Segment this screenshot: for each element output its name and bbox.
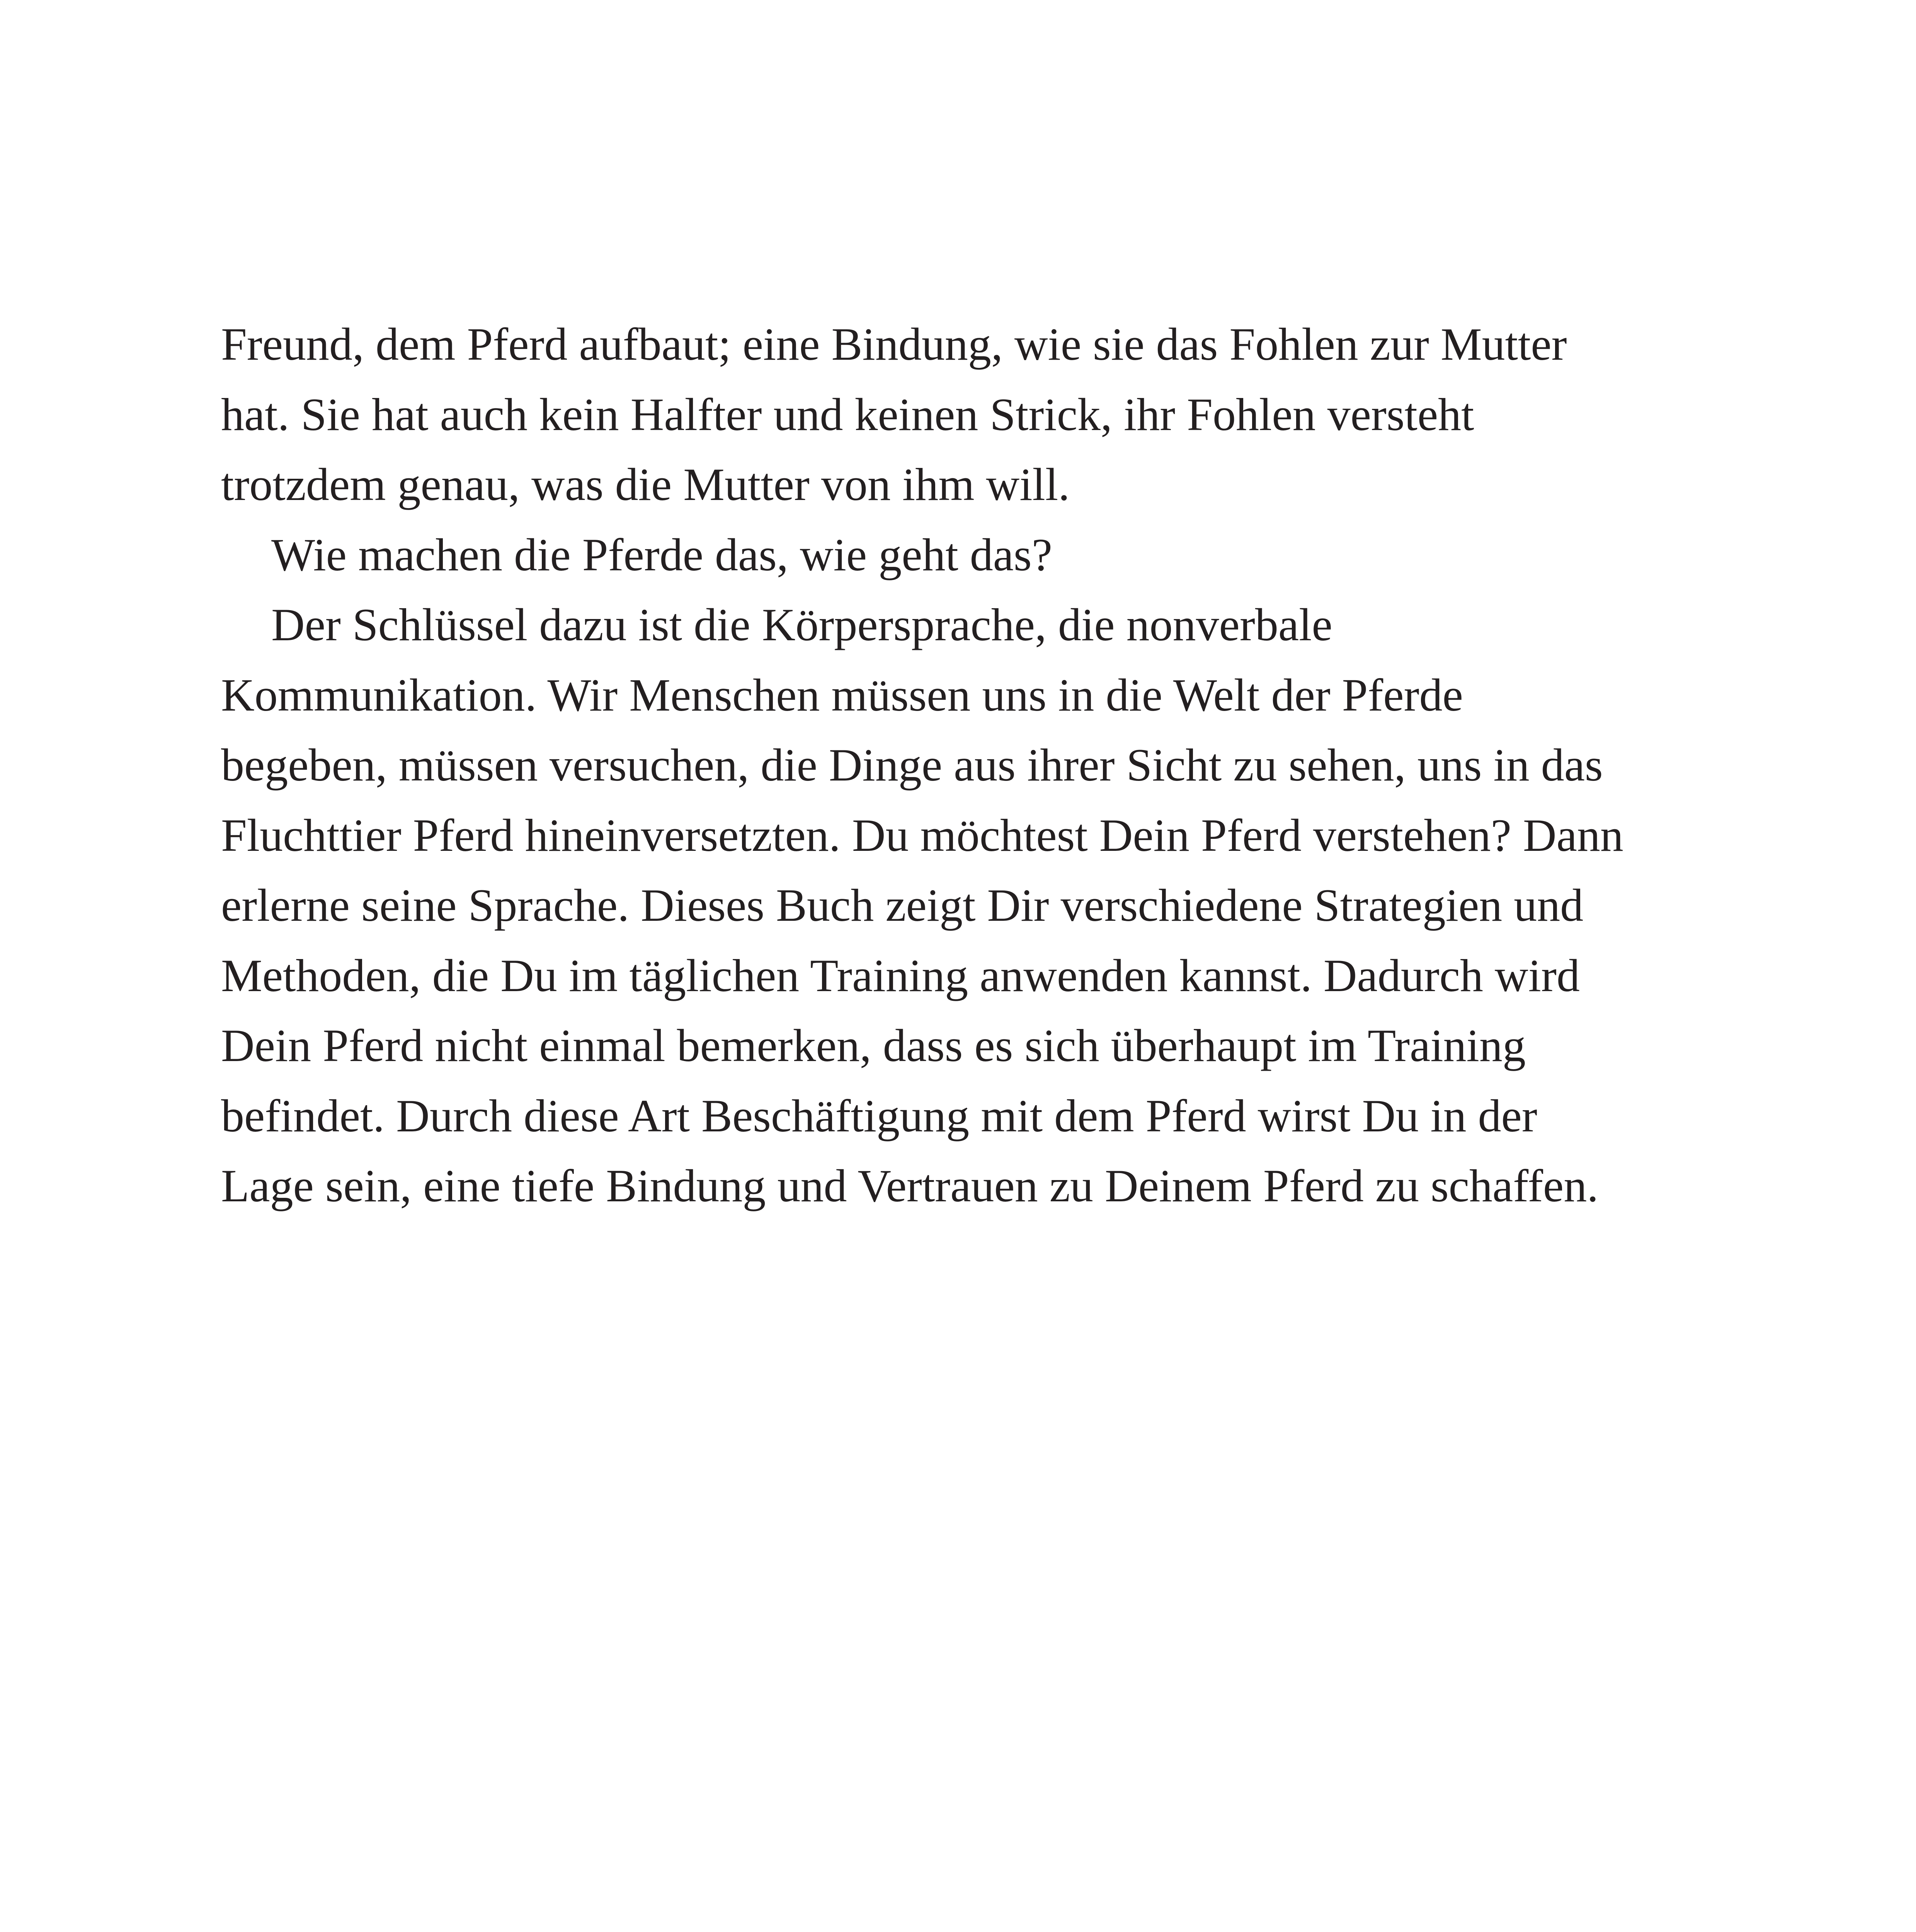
text-line: erlerne seine Sprache. Dieses Buch zeigt Dir verschiedene Strategien und [221, 879, 1584, 931]
text-line: Kommunikation. Wir Menschen müssen uns in die Welt der Pferde [221, 669, 1463, 721]
text-line: begeben, müssen versuchen, die Dinge aus ihrer Sicht zu sehen, uns in das [221, 739, 1603, 791]
text-line: befindet. Durch diese Art Beschäftigung mit dem Pferd wirst Du in der [221, 1090, 1537, 1141]
text-line: Fluchttier Pferd hineinversetzten. Du möchtest Dein Pferd verstehen? Dann [221, 809, 1623, 861]
paragraph-start-line: Der Schlüssel dazu ist die Körpersprache, die nonverbale [271, 599, 1332, 650]
text-line: Dein Pferd nicht einmal bemerken, dass es sich überhaupt im Training [221, 1020, 1526, 1071]
text-line: trotzdem genau, was die Mutter von ihm will. [221, 459, 1070, 510]
text-line: Methoden, die Du im täglichen Training anwenden kannst. Dadurch wird [221, 949, 1580, 1001]
paragraph-start-line: Wie machen die Pferde das, wie geht das? [271, 529, 1053, 580]
text-line: Freund, dem Pferd aufbaut; eine Bindung, wie sie das Fohlen zur Mutter [221, 318, 1567, 370]
body-text [221, 309, 1728, 1221]
text-line: Lage sein, eine tiefe Bindung und Vertrauen zu Deinem Pferd zu schaffen. [221, 1160, 1599, 1211]
text-line: hat. Sie hat auch kein Halfter und keinen Strick, ihr Fohlen versteht [221, 388, 1474, 440]
